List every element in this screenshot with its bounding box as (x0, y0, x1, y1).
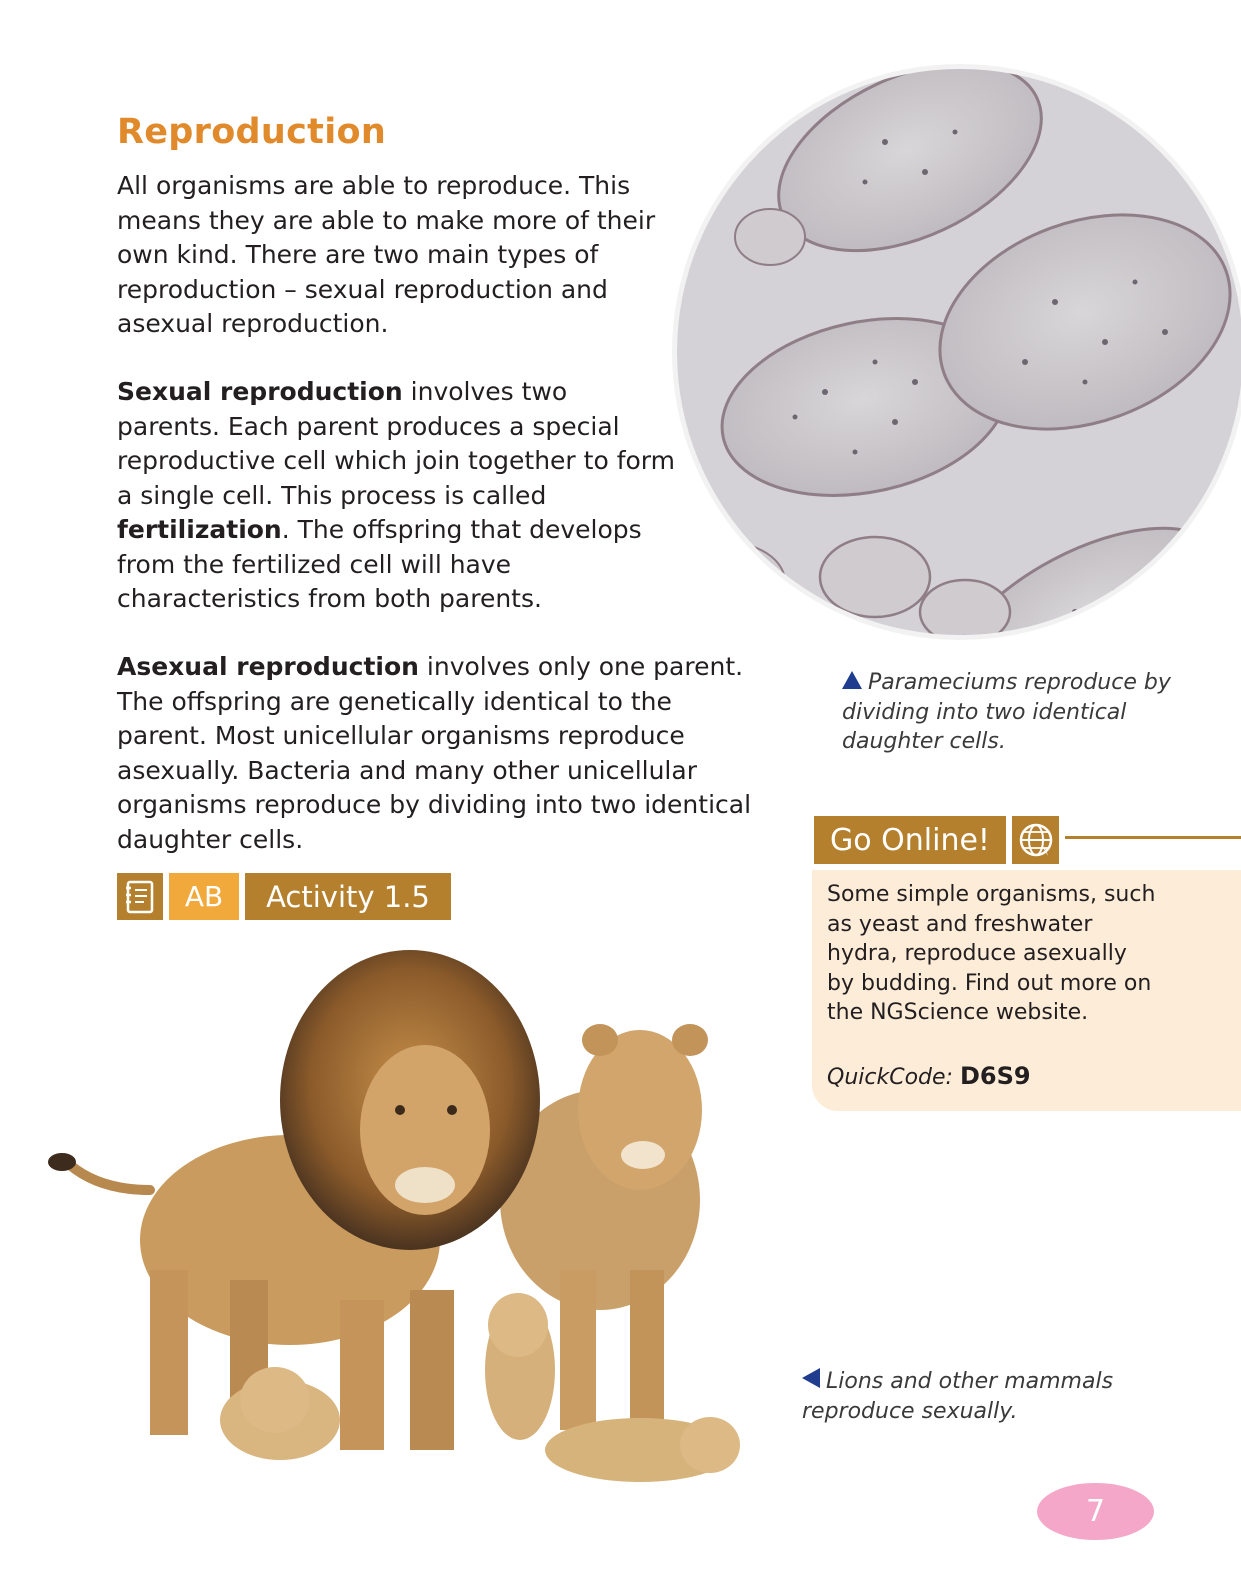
activity-label[interactable]: Activity 1.5 (245, 873, 451, 920)
quickcode-label: QuickCode: (827, 1065, 953, 1090)
globe-icon[interactable] (1012, 816, 1059, 864)
triangle-up-icon (842, 671, 862, 689)
lions-caption (802, 1367, 1162, 1426)
page-number: 7 (1037, 1483, 1154, 1540)
paramecium-caption (842, 668, 1182, 757)
term-fertilization: fertilization (117, 515, 282, 544)
sexual-reproduction-paragraph (117, 375, 677, 617)
quickcode-line (827, 1062, 1031, 1090)
term-asexual-reproduction: Asexual reproduction (117, 652, 419, 681)
divider-line (1065, 836, 1241, 839)
activity-book-badge: AB (169, 873, 239, 920)
term-sexual-reproduction: Sexual reproduction (117, 377, 403, 406)
activity-bar[interactable] (117, 873, 451, 920)
go-online-title: Go Online! (814, 816, 1006, 864)
triangle-left-icon (802, 1368, 820, 1388)
paragraph-text: . The offspring that develops from the fertilized cell will have characteristics from both parents. (117, 515, 642, 613)
paragraph-text: involves only one parent. The offspring are genetically identical to the parent. Most unicellular organisms reproduce asexually. Bacteria and many other unicellular organisms reproduce by dividing into two identical daughter cells. (117, 652, 752, 854)
caption-text: Lions and other mammals reproduce sexually. (802, 1369, 1114, 1424)
intro-paragraph: All organisms are able to reproduce. This means they are able to make more of their own kind. There are two main types of reproduction – sexual reproduction and asexual reproduction. (117, 171, 656, 338)
lion-family-photo (40, 940, 780, 1500)
caption-text: Parameciums reproduce by dividing into two identical daughter cells. (842, 670, 1171, 754)
notebook-icon (117, 873, 163, 920)
quickcode-value[interactable]: D6S9 (959, 1062, 1031, 1090)
paragraph-text: involves two parents. Each parent produces a special reproductive cell which join together to form a single cell. This process is called (117, 377, 675, 510)
section-heading: Reproduction (117, 112, 387, 152)
asexual-reproduction-paragraph (117, 650, 757, 857)
paramecium-photo (665, 62, 1241, 652)
go-online-text: Some simple organisms, such as yeast and freshwater hydra, reproduce asexually by budding. Find out more on the NGScience website. (827, 882, 1156, 1026)
